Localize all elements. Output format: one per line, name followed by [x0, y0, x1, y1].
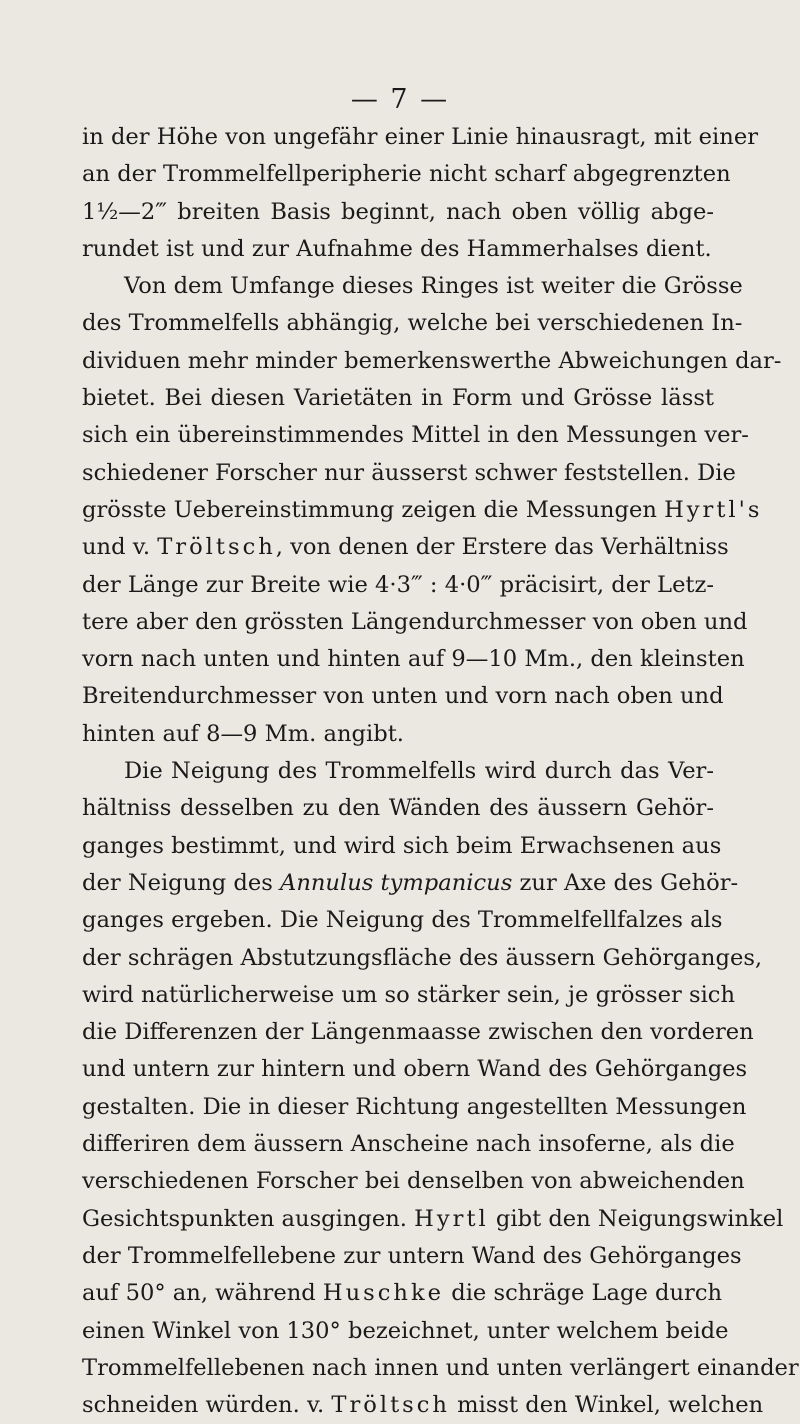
- text-line: wird natürlicherweise um so stärker sein, je grösser sich: [82, 981, 736, 1008]
- text-line: die Differenzen der Längenmaasse zwischen den vorderen: [82, 1019, 754, 1046]
- text-line: der schrägen Abstutzungsfläche des äussern Gehörganges,: [82, 944, 763, 971]
- text-line: der Länge zur Breite wie 4·3‴ : 4·0‴ präcisirt, der Letz-: [82, 571, 715, 598]
- text-line: ganges bestimmt, und wird sich beim Erwachsenen aus: [82, 832, 722, 859]
- text-line: auf 50° an, während Huschke die schräge Lage durch: [82, 1280, 723, 1307]
- text-line: dividuen mehr minder bemerkenswerthe Abweichungen dar-: [82, 347, 782, 374]
- text-line: der Neigung des Annulus tympanicus zur Axe des Gehör-: [82, 869, 739, 896]
- text-line: hinten auf 8—9 Mm. angibt.: [82, 720, 404, 747]
- text-line: tere aber den grössten Längendurchmesser von oben und: [82, 608, 748, 635]
- text-line: sich ein übereinstimmendes Mittel in den Messungen ver-: [82, 422, 749, 449]
- text-line: und untern zur hintern und obern Wand des Gehörganges: [82, 1056, 748, 1083]
- text-line: rundet ist und zur Aufnahme des Hammerhalses dient.: [82, 235, 712, 262]
- text-line: 1½—2‴ breiten Basis beginnt, nach oben völlig abge-: [82, 198, 714, 225]
- text-line: verschiedenen Forscher bei denselben von abweichenden: [82, 1168, 745, 1195]
- text-line: bietet. Bei diesen Varietäten in Form und Grösse lässt: [82, 385, 714, 412]
- text-line: grösste Uebereinstimmung zeigen die Messungen Hyrtl's: [82, 496, 763, 523]
- author-name: Huschke: [322, 1280, 445, 1307]
- author-name: Tröltsch: [331, 1392, 450, 1419]
- author-name: Tröltsch: [157, 534, 276, 561]
- text-line: und v. Tröltsch, von denen der Erstere das Verhältniss: [82, 534, 729, 561]
- paragraph-start-line: Die Neigung des Trommelfells wird durch das Ver-: [124, 758, 714, 785]
- body-text: [82, 119, 799, 1424]
- author-name: Hyrtl: [414, 1205, 489, 1232]
- text-line: ganges ergeben. Die Neigung des Trommelfellfalzes als: [82, 907, 723, 934]
- text-line: Gesichtspunkten ausgingen. Hyrtl gibt den Neigungswinkel: [82, 1205, 784, 1232]
- text-line: Trommelfellebenen nach innen und unten verlängert einander: [82, 1354, 799, 1381]
- text-line: differiren dem äussern Anscheine nach insoferne, als die: [82, 1131, 735, 1158]
- text-line: der Trommelfellebene zur untern Wand des Gehörganges: [82, 1242, 742, 1269]
- paragraph-start-line: Von dem Umfange dieses Ringes ist weiter die Grösse: [124, 273, 743, 300]
- text-line: des Trommelfells abhängig, welche bei verschiedenen In-: [82, 310, 743, 337]
- author-name: Hyrtl's: [664, 496, 763, 523]
- text-line: Breitendurchmesser von unten und vorn nach oben und: [82, 683, 724, 710]
- text-line: schneiden würden. v. Tröltsch misst den Winkel, welchen: [82, 1392, 764, 1419]
- text-line: einen Winkel von 130° bezeichnet, unter welchem beide: [82, 1317, 729, 1344]
- page-number: — 7 —: [350, 84, 450, 115]
- text-line: schiedener Forscher nur äusserst schwer feststellen. Die: [82, 459, 736, 486]
- text-line: vorn nach unten und hinten auf 9—10 Mm., den kleinsten: [82, 646, 745, 673]
- text-line: gestalten. Die in dieser Richtung angestellten Messungen: [82, 1093, 747, 1120]
- text-line: hältniss desselben zu den Wänden des äussern Gehör-: [82, 795, 714, 822]
- text-line: in der Höhe von ungefähr einer Linie hinausragt, mit einer: [82, 124, 759, 150]
- text-line: an der Trommelfellperipherie nicht scharf abgegrenzten: [82, 161, 731, 188]
- latin-term: Annulus tympanicus: [280, 869, 513, 896]
